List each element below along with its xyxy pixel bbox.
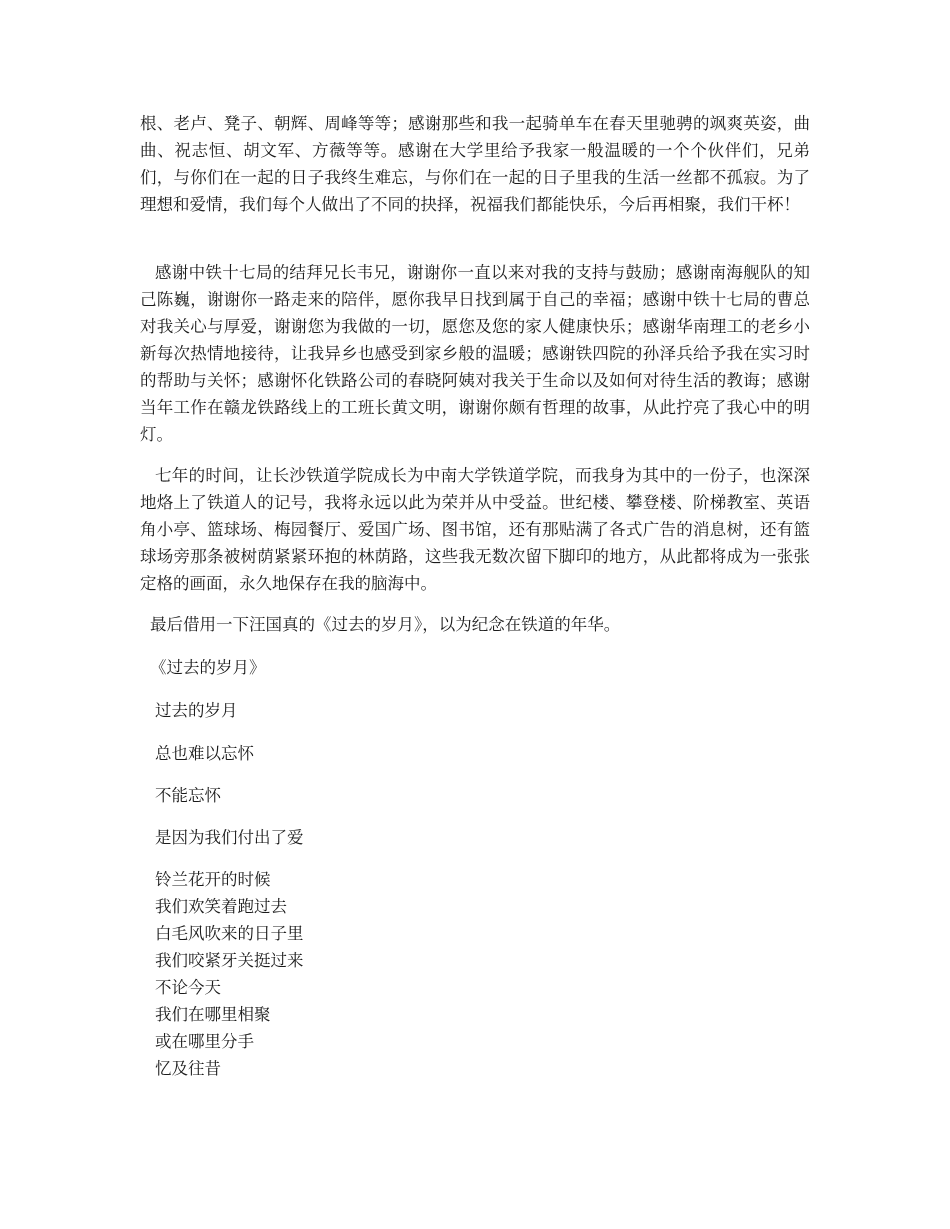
poem-line: 过去的岁月 <box>155 701 238 720</box>
poem-line: 是因为我们付出了爱 <box>155 828 304 847</box>
poem-line: 或在哪里分手 <box>155 1032 254 1051</box>
poem-title: 《过去的岁月》 <box>150 658 266 677</box>
paragraph-gratitude-friends: 根、老卢、凳子、朝辉、周峰等等；感谢那些和我一起骑单车在春天里驰骋的飒爽英姿，曲曲、祝志恒、胡文军、方薇等等。感谢在大学里给予我家一般温暖的一个个伙伴们，兄弟们，与你们在一起的日子我终生难忘，与你们在一起的日子里我的生活一丝都不孤寂。为了理想和爱情，我们每个人做出了不同的抉择，祝福我们都能快乐，今后再相聚，我们干杯！ <box>140 114 810 214</box>
poem-stanza <box>155 866 304 1082</box>
poem-line: 我们咬紧牙关挺过来 <box>155 951 304 970</box>
poem-line: 总也难以忘怀 <box>155 744 254 763</box>
poem-line: 铃兰花开的时候 <box>155 870 271 889</box>
poem-line: 忆及往昔 <box>155 1059 221 1078</box>
poem-line: 我们欢笑着跑过去 <box>155 897 287 916</box>
poem-line: 白毛风吹来的日子里 <box>155 924 304 943</box>
paragraph-poem-intro: 最后借用一下汪国真的《过去的岁月》，以为纪念在铁道的年华。 <box>150 615 621 634</box>
poem-line: 不论今天 <box>155 978 221 997</box>
paragraph-gratitude-mentors: 感谢中铁十七局的结拜兄长韦兄，谢谢你一直以来对我的支持与鼓励；感谢南海舰队的知己陈巍，谢谢你一路走来的陪伴，愿你我早日找到属于自己的幸福；感谢中铁十七局的曹总对我关心与厚爱，谢谢您为我做的一切，愿您及您的家人健康快乐；感谢华南理工的老乡小新每次热情地接待，让我异乡也感受到家乡般的温暖；感谢铁四院的孙泽兵给予我在实习时的帮助与关怀；感谢怀化铁路公司的春晓阿姨对我关于生命以及如何对待生活的教诲；感谢当年工作在赣龙铁路线上的工班长黄文明，谢谢你颇有哲理的故事，从此拧亮了我心中的明灯。 <box>140 263 810 444</box>
poem-line: 我们在哪里相聚 <box>155 1005 271 1024</box>
poem-line: 不能忘怀 <box>155 786 221 805</box>
paragraph-seven-years: 七年的时间，让长沙铁道学院成长为中南大学铁道学院，而我身为其中的一份子，也深深地烙上了铁道人的记号，我将永远以此为荣并从中受益。世纪楼、攀登楼、阶梯教室、英语角小亭、篮球场、梅园餐厅、爱国广场、图书馆，还有那贴满了各式广告的消息树，还有篮球场旁那条被树荫紧紧环抱的林荫路，这些我无数次留下脚印的地方，从此都将成为一张张定格的画面，永久地保存在我的脑海中。 <box>140 466 810 593</box>
